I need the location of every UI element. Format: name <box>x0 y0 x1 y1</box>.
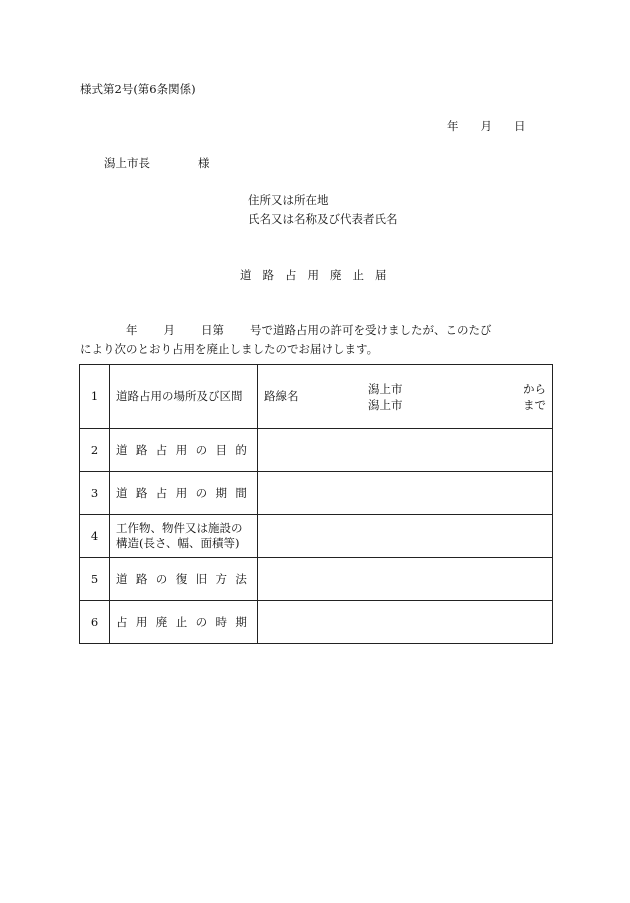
abolition-time-field[interactable] <box>258 601 553 644</box>
restoration-method-field[interactable] <box>258 558 553 601</box>
row-number: 1 <box>80 365 110 429</box>
purpose-field[interactable] <box>258 429 553 472</box>
row-label <box>110 515 258 558</box>
permit-rest: 号で道路占用の許可を受けましたが、このたび <box>250 323 492 337</box>
row-number: 2 <box>80 429 110 472</box>
row-number: 3 <box>80 472 110 515</box>
document-title: 道路占用廃止届 <box>240 268 398 282</box>
applicant-address-label: 住所又は所在地 <box>248 193 329 207</box>
from-suffix: から <box>523 382 546 396</box>
date-year: 年 <box>447 119 459 133</box>
table-row <box>80 601 553 644</box>
permit-month: 月 <box>163 323 175 337</box>
period-field[interactable] <box>258 472 553 515</box>
row-number: 4 <box>80 515 110 558</box>
permit-day-no: 日第 <box>201 323 224 337</box>
location-section-field[interactable] <box>258 365 553 429</box>
date-month: 月 <box>480 119 492 133</box>
row-label: 占用廃止の時期 <box>110 601 258 644</box>
table-row <box>80 515 553 558</box>
row-label: 道路の復旧方法 <box>110 558 258 601</box>
applicant-name-label: 氏名又は名称及び代表者氏名 <box>248 212 398 226</box>
notice-table <box>79 364 553 644</box>
table-row <box>80 558 553 601</box>
row-label-line-1: 工作物、物件又は施設の <box>116 521 243 535</box>
addressee-line <box>104 156 210 170</box>
date-day: 日 <box>514 119 526 133</box>
permit-year: 年 <box>126 323 138 337</box>
table-row <box>80 429 553 472</box>
city-to: 潟上市 <box>368 398 403 412</box>
honorific: 様 <box>198 156 210 170</box>
addressee: 潟上市長 <box>104 156 150 170</box>
city-from: 潟上市 <box>368 382 403 396</box>
row-label: 道路占用の目的 <box>110 429 258 472</box>
row-number: 6 <box>80 601 110 644</box>
body-text-line-1 <box>126 323 492 337</box>
row-number: 5 <box>80 558 110 601</box>
route-name-label: 路線名 <box>264 389 299 403</box>
row-label: 道路占用の期間 <box>110 472 258 515</box>
structure-field[interactable] <box>258 515 553 558</box>
row-label: 道路占用の場所及び区間 <box>110 365 258 429</box>
table-row <box>80 365 553 429</box>
form-number: 様式第2号(第6条関係) <box>80 82 196 96</box>
to-suffix: まで <box>523 398 546 412</box>
row-label-line-2: 構造(長さ、幅、面積等) <box>116 536 240 550</box>
submission-date <box>447 119 526 133</box>
table-row <box>80 472 553 515</box>
body-text-line-2: により次のとおり占用を廃止しましたのでお届けします。 <box>80 342 379 356</box>
